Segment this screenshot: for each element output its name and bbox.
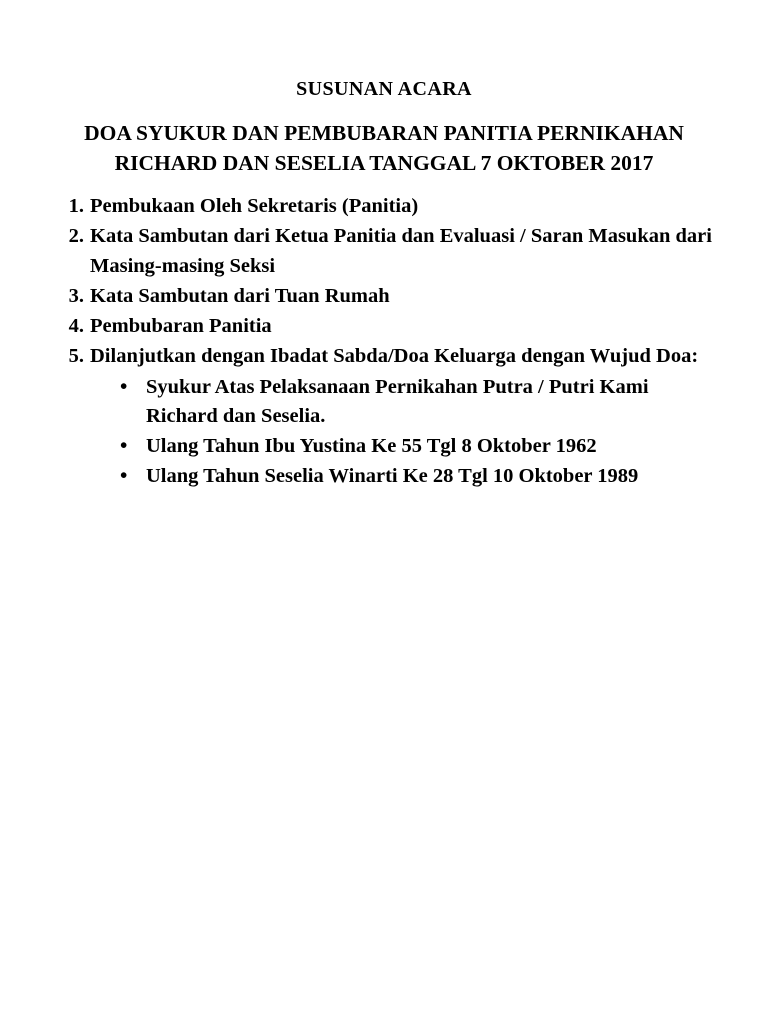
list-item xyxy=(60,312,720,341)
bullet-icon: • xyxy=(120,463,128,488)
list-item-label: Ulang Tahun Ibu Yustina Ke 55 Tgl 8 Oktober 1962 xyxy=(146,435,597,458)
list-item-label: Pembubaran Panitia xyxy=(90,314,272,337)
list-item xyxy=(60,222,720,280)
list-item-label: Kata Sambutan dari Tuan Rumah xyxy=(90,284,390,307)
list-item-number: 4. xyxy=(68,314,84,337)
list-item-label: Dilanjutkan dengan Ibadat Sabda/Doa Keluarga dengan Wujud Doa: xyxy=(90,344,699,367)
list-item-label: Kata Sambutan dari Ketua Panitia dan Evaluasi / Saran Masukan dari Masing-masing Seksi xyxy=(90,225,712,277)
list-item xyxy=(60,282,720,311)
page-subtitle-line-2: RICHARD DAN SESELIA TANGGAL 7 OKTOBER 2017 xyxy=(114,150,654,175)
list-item xyxy=(118,373,720,431)
page-subtitle xyxy=(48,119,720,178)
list-item xyxy=(60,192,720,221)
bullet-icon: • xyxy=(120,433,128,458)
list-item-number: 5. xyxy=(68,344,84,367)
bullet-icon: • xyxy=(120,373,128,398)
page-subtitle-line-1: DOA SYUKUR DAN PEMBUBARAN PANITIA PERNIKAHAN xyxy=(84,121,684,145)
prayer-intentions-list xyxy=(90,373,720,491)
agenda-list xyxy=(48,192,720,491)
list-item-number: 3. xyxy=(68,284,84,307)
list-item xyxy=(118,432,720,461)
list-item-label: Ulang Tahun Seselia Winarti Ke 28 Tgl 10 Oktober 1989 xyxy=(146,465,639,488)
list-item-label: Pembukaan Oleh Sekretaris (Panitia) xyxy=(90,195,419,218)
list-item xyxy=(118,462,720,491)
page-title: SUSUNAN ACARA xyxy=(296,78,472,100)
list-item-number: 1. xyxy=(68,195,84,218)
list-item-number: 2. xyxy=(68,225,84,248)
list-item-label: Syukur Atas Pelaksanaan Pernikahan Putra / Putri Kami Richard dan Seselia. xyxy=(146,375,649,428)
list-item xyxy=(60,342,720,492)
